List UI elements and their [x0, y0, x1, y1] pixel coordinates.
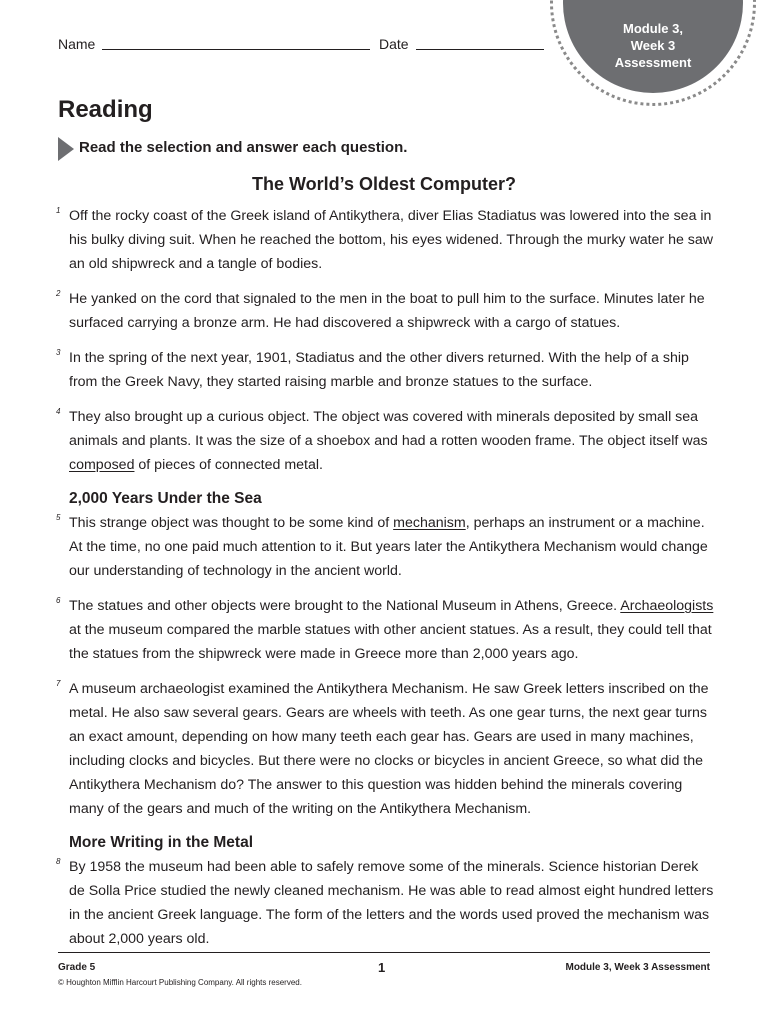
footer-module: Module 3, Week 3 Assessment [565, 962, 710, 973]
name-blank-line[interactable] [102, 49, 370, 50]
paragraph-6 [56, 594, 718, 666]
name-date-row [58, 36, 548, 56]
paragraph-text: They also brought up a curious object. The object was covered with minerals deposited by small sea animals and plants. It was the size of a shoebox and had a rotten wooden frame. The object itself was [69, 409, 708, 449]
paragraph-2 [56, 287, 718, 335]
assessment-badge [550, 0, 756, 106]
subheading-under-the-sea: 2,000 Years Under the Sea [69, 490, 262, 507]
vocab-word-mechanism: mechanism [393, 515, 466, 531]
paragraph-7 [56, 677, 718, 821]
date-blank-line[interactable] [416, 49, 544, 50]
paragraph-text: By 1958 the museum had been able to safely remove some of the minerals. Science historian Derek de Solla Price studied the newly cleaned mechanism. He was able to read almost eight hundred letters in the ancient Greek language. The form of the letters and the words used proved the mechanism was about 2,000 years old. [69, 859, 714, 947]
paragraph-text: at the museum compared the marble statues with other ancient statues. As a result, they could tell that the statues from the shipwreck were made in Greece more than 2,000 years ago. [69, 622, 712, 662]
paragraph-text: This strange object was thought to be some kind of [69, 515, 394, 531]
paragraph-3 [56, 346, 718, 394]
paragraph-text: The statues and other objects were brought to the National Museum in Athens, Greece. [69, 598, 621, 614]
subheading-more-writing: More Writing in the Metal [69, 834, 253, 851]
footer-grade: Grade 5 [58, 962, 96, 973]
paragraph-text: , perhaps an instrument or a machine. At the time, no one paid much attention to it. But years later the Antikythera Mechanism would change our understanding of technology in the ancient world. [69, 515, 708, 579]
article-title: The World’s Oldest Computer? [251, 174, 516, 194]
paragraph-text: of pieces of connected metal. [134, 457, 323, 473]
paragraph-number: 1 [56, 206, 61, 215]
footer-copyright: © Houghton Mifflin Harcourt Publishing Company. All rights reserved. [58, 978, 302, 987]
badge-line-3: Assessment [614, 55, 692, 70]
paragraph-5 [56, 511, 718, 583]
triangle-arrow-icon [58, 137, 74, 161]
paragraph-number: 6 [56, 596, 61, 605]
vocab-word-archaeologists: Archaeologists [620, 598, 714, 614]
paragraph-text: A museum archaeologist examined the Antikythera Mechanism. He saw Greek letters inscribed on the metal. He also saw several gears. Gears are wheels with teeth. As one gear turns, the next gear turns an exact amount, depending on how many teeth each gear has. Gears are used in many machines, including clocks and bicycles. But there were no clocks or bicycles in ancient Greece, so what did the Antikythera Mechanism do? The answer to this question was hidden behind the minerals covering many of the gears and much of the writing on the Antikythera Mechanism. [69, 681, 709, 817]
paragraph-number: 8 [56, 857, 61, 866]
directions-text: Read the selection and answer each question. [79, 139, 408, 156]
badge-label [550, 20, 756, 71]
badge-line-2: Week 3 [630, 38, 676, 53]
paragraph-4 [56, 405, 718, 477]
name-label: Name [58, 36, 96, 52]
paragraph-text: In the spring of the next year, 1901, Stadiatus and the other divers returned. With the help of a ship from the Greek Navy, they started raising marble and bronze statues to the surface. [69, 350, 689, 390]
paragraph-number: 3 [56, 348, 61, 357]
paragraph-text: He yanked on the cord that signaled to the men in the boat to pull him to the surface. Minutes later he surfaced carrying a bronze arm. He had discovered a shipwreck with a cargo of statues. [69, 291, 705, 331]
paragraph-number: 5 [56, 513, 61, 522]
footer-divider [58, 952, 710, 953]
page-number: 1 [378, 960, 386, 975]
paragraph-8 [56, 855, 718, 951]
section-title: Reading [58, 96, 153, 123]
badge-line-1: Module 3, [623, 21, 683, 36]
paragraph-1 [56, 204, 718, 276]
paragraph-text: Off the rocky coast of the Greek island of Antikythera, diver Elias Stadiatus was lowered into the sea in his bulky diving suit. When he reached the bottom, his eyes widened. Through the murky water he saw an old shipwreck and a tangle of bodies. [69, 208, 714, 272]
paragraph-number: 7 [56, 679, 61, 688]
date-label: Date [379, 36, 409, 52]
vocab-word-composed: composed [69, 457, 135, 473]
paragraph-number: 4 [56, 407, 61, 416]
article-body [56, 204, 718, 962]
paragraph-number: 2 [56, 289, 61, 298]
